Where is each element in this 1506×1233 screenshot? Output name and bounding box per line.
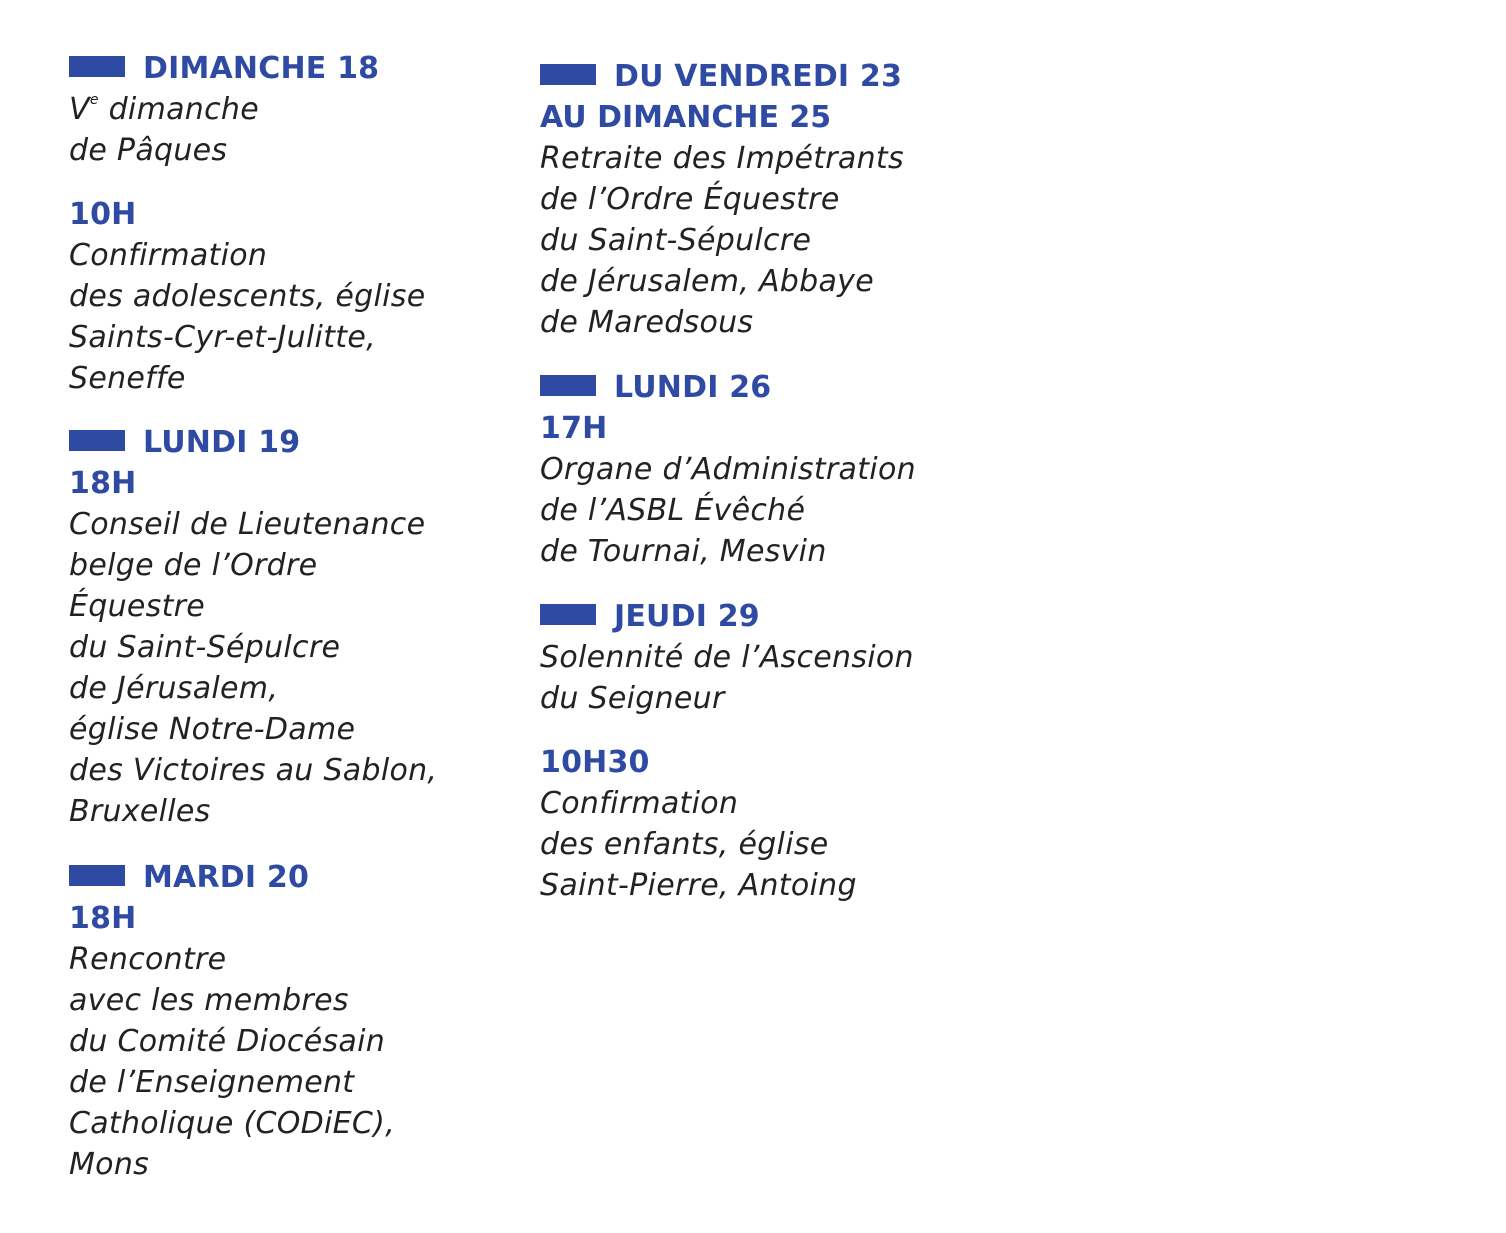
event-line: Retraite des Impétrants	[540, 141, 904, 176]
event-line: Catholique (CODiEC),	[69, 1106, 396, 1141]
day-title: DU VENDREDI 23	[614, 59, 903, 94]
event-jeudi-29-time-block	[540, 742, 1060, 906]
event-time: 18H	[69, 901, 137, 936]
day-title: MARDI 20	[143, 860, 310, 895]
subtitle-roman-numeral: V	[69, 92, 90, 127]
event-line: des Victoires au Sablon,	[69, 753, 438, 788]
event-line: du Saint-Sépulcre	[540, 223, 812, 258]
event-line: du Seigneur	[540, 681, 725, 716]
event-line: Bruxelles	[69, 794, 211, 829]
subtitle-text: dimanche	[98, 92, 259, 127]
event-line: de l’Ordre Équestre	[540, 182, 840, 217]
day-heading	[540, 596, 1060, 637]
event-line: Saints-Cyr-et-Julitte,	[69, 320, 376, 355]
day-heading	[69, 422, 509, 463]
event-line: du Saint-Sépulcre	[69, 630, 341, 665]
event-line: du Comité Diocésain	[69, 1024, 386, 1059]
event-line: Rencontre	[69, 942, 227, 977]
event-line: de l’Enseignement	[69, 1065, 355, 1100]
event-line: avec les membres	[69, 983, 349, 1018]
event-subtitle	[69, 89, 509, 130]
event-line: belge de l’Ordre	[69, 548, 318, 583]
day-title-continuation: AU DIMANCHE 25	[540, 100, 832, 135]
event-vendredi-23	[540, 56, 1060, 343]
event-time: 17H	[540, 411, 608, 446]
day-title: LUNDI 19	[143, 425, 301, 460]
day-heading	[69, 857, 509, 898]
event-line: église Notre-Dame	[69, 712, 356, 747]
event-line: Saint-Pierre, Antoing	[540, 868, 857, 903]
event-line: Mons	[69, 1147, 150, 1182]
event-line: des enfants, église	[540, 827, 829, 862]
heading-bar-marker	[69, 430, 125, 451]
heading-bar-marker	[540, 64, 596, 85]
event-line: Confirmation	[69, 238, 268, 273]
event-line: de Jérusalem,	[69, 671, 279, 706]
event-line: Organe d’Administration	[540, 452, 916, 487]
heading-bar-marker	[540, 604, 596, 625]
heading-bar-marker	[69, 56, 125, 77]
event-line: Confirmation	[540, 786, 739, 821]
event-dimanche-18	[69, 48, 509, 171]
event-dimanche-18-time-block	[69, 194, 509, 399]
event-line: Solennité de l’Ascension	[540, 640, 914, 675]
event-subtitle-line: de Pâques	[69, 133, 228, 168]
event-mardi-20	[69, 857, 509, 1185]
event-line: de Tournai, Mesvin	[540, 534, 827, 569]
day-heading	[69, 48, 509, 89]
event-line: de Jérusalem, Abbaye	[540, 264, 874, 299]
event-jeudi-29	[540, 596, 1060, 719]
event-lundi-19	[69, 422, 509, 832]
day-title: DIMANCHE 18	[143, 51, 380, 86]
event-line: Conseil de Lieutenance	[69, 507, 426, 542]
event-time: 10H	[69, 197, 137, 232]
day-heading	[540, 367, 1060, 408]
heading-bar-marker	[540, 375, 596, 396]
event-lundi-26	[540, 367, 1060, 572]
event-line: de l’ASBL Évêché	[540, 493, 806, 528]
heading-bar-marker	[69, 865, 125, 886]
event-line: des adolescents, église	[69, 279, 426, 314]
event-time: 18H	[69, 466, 137, 501]
event-line: Seneffe	[69, 361, 186, 396]
day-title: JEUDI 29	[614, 599, 760, 634]
subtitle-superscript: e	[89, 92, 99, 108]
day-heading	[540, 56, 1060, 97]
event-time: 10H30	[540, 745, 650, 780]
day-title: LUNDI 26	[614, 370, 772, 405]
event-line: Équestre	[69, 589, 206, 624]
event-line: de Maredsous	[540, 305, 754, 340]
